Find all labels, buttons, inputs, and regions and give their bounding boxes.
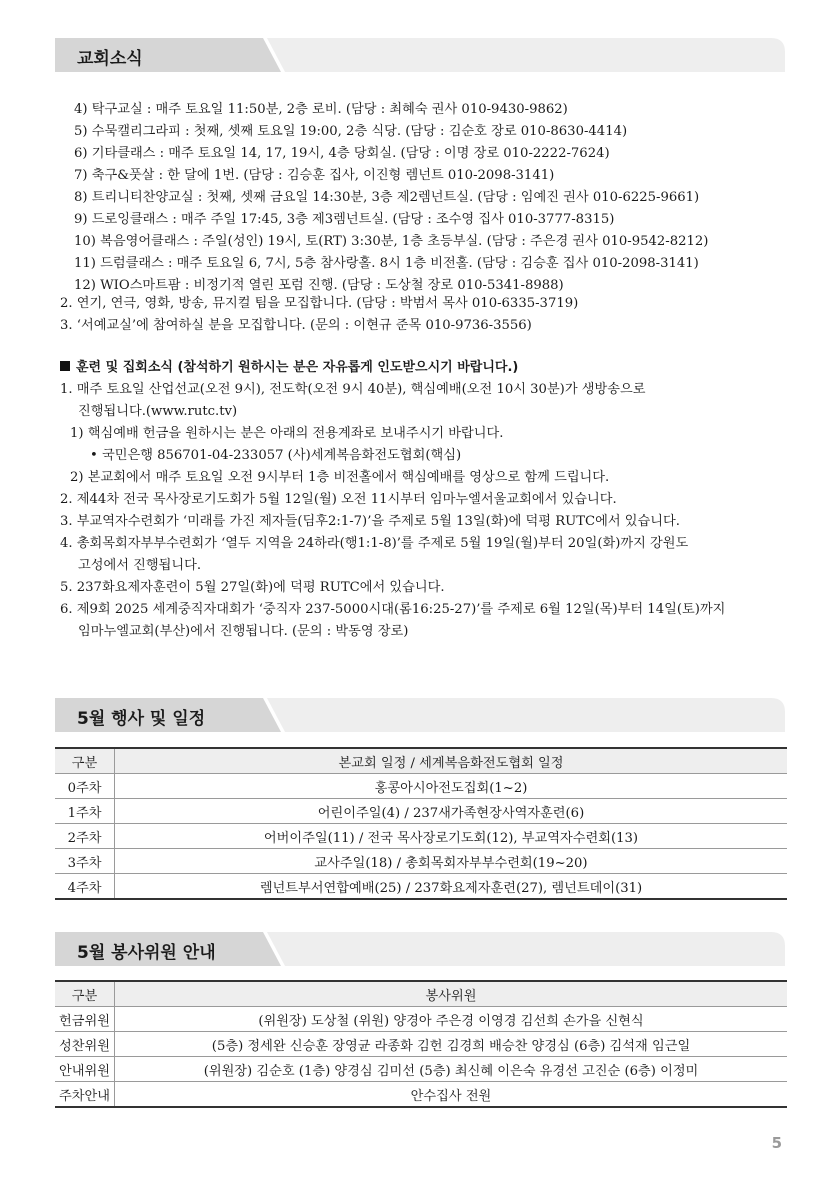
role-cell: 안내위원 bbox=[55, 1057, 115, 1082]
list-item: 5. 237화요제자훈련이 5월 27일(화)에 덕평 RUTC에서 있습니다. bbox=[60, 580, 445, 595]
table-row bbox=[55, 1057, 787, 1082]
table-row bbox=[55, 774, 787, 799]
event-cell: 홍콩아시아전도집회(1~2) bbox=[115, 774, 788, 799]
list-item: 4. 총회목회자부부수련회가 ‘열두 지역을 24하라(행1:1-8)’를 주제로 5월 19일(월)부터 20일(화)까지 강원도 bbox=[60, 536, 689, 551]
list-item: 11) 드럼클래스 : 매주 토요일 6, 7시, 5층 참사랑홀. 8시 1층 비전홀. (담당 : 김승훈 집사 010-2098-3141) bbox=[74, 256, 699, 271]
table-header-cell: 구분 bbox=[55, 748, 115, 774]
list-item: 10) 복음영어클래스 : 주일(성인) 19시, 토(RT) 3:30분, 1층 초등부실. (담당 : 주은경 권사 010-9542-8212) bbox=[74, 234, 709, 249]
square-bullet-icon bbox=[60, 361, 70, 371]
table-header-row bbox=[55, 748, 787, 774]
training-heading: 훈련 및 집회소식 (참석하기 원하시는 분은 자유롭게 인도받으시기 바랍니다.) bbox=[60, 358, 518, 378]
event-cell: 렘넌트부서연합예배(25) / 237화요제자훈련(27), 렘넌트데이(31) bbox=[115, 874, 788, 900]
list-item: 5) 수묵캘리그라피 : 첫째, 셋째 토요일 19:00, 2층 식당. (담당 : 김순호 장로 010-8630-4414) bbox=[74, 124, 628, 139]
service-table bbox=[55, 980, 787, 1108]
table-row bbox=[55, 1007, 787, 1032]
role-cell: 성찬위원 bbox=[55, 1032, 115, 1057]
list-item: 고성에서 진행됩니다. bbox=[78, 558, 202, 573]
members-cell: (위원장) 도상철 (위원) 양경아 주은경 이영경 김선희 손가을 신현식 bbox=[115, 1007, 788, 1032]
list-item: • 국민은행 856701-04-233057 (사)세계복음화전도협회(핵심) bbox=[90, 448, 462, 463]
list-item: 임마누엘교회(부산)에서 진행됩니다. (문의 : 박동영 장로) bbox=[78, 624, 409, 639]
members-cell: 안수집사 전원 bbox=[115, 1082, 788, 1108]
event-cell: 교사주일(18) / 총회목회자부부수련회(19~20) bbox=[115, 849, 788, 874]
list-item: 3. 부교역자수련회가 ‘미래를 가진 제자들(딤후2:1-7)’을 주제로 5월 13일(화)에 덕평 RUTC에서 있습니다. bbox=[60, 514, 680, 529]
week-cell: 2주차 bbox=[55, 824, 115, 849]
section-tab-shape bbox=[55, 38, 785, 72]
event-cell: 어버이주일(11) / 전국 목사장로기도회(12), 부교역자수련회(13) bbox=[115, 824, 788, 849]
section-title: 5월 봉사위원 안내 bbox=[77, 943, 216, 963]
service-header bbox=[55, 932, 785, 966]
list-item: 2. 제44차 전국 목사장로기도회가 5월 12일(월) 오전 11시부터 임마누엘서울교회에서 있습니다. bbox=[60, 492, 617, 507]
table-row bbox=[55, 1082, 787, 1108]
schedule-header bbox=[55, 698, 785, 732]
table-header-cell: 구분 bbox=[55, 981, 115, 1007]
table-header-cell: 본교회 일정 / 세계복음화전도협회 일정 bbox=[115, 748, 788, 774]
section-title: 5월 행사 및 일정 bbox=[77, 709, 206, 729]
table-row bbox=[55, 799, 787, 824]
members-cell: (5층) 정세완 신승훈 장영균 라종화 김헌 김경희 배승찬 양경심 (6층) 김석재 임근일 bbox=[115, 1032, 788, 1057]
list-item: 4) 탁구교실 : 매주 토요일 11:50분, 2층 로비. (담당 : 최혜숙 권사 010-9430-9862) bbox=[74, 102, 568, 117]
table-row bbox=[55, 874, 787, 900]
table-row bbox=[55, 1032, 787, 1057]
list-item: 진행됩니다.(www.rutc.tv) bbox=[78, 404, 238, 419]
page-number: 5 bbox=[771, 1134, 782, 1152]
table-header-cell: 봉사위원 bbox=[115, 981, 788, 1007]
schedule-table bbox=[55, 747, 787, 900]
week-cell: 0주차 bbox=[55, 774, 115, 799]
section-title: 교회소식 bbox=[77, 49, 143, 69]
members-cell: (위원장) 김순호 (1층) 양경심 김미선 (5층) 최신혜 이은숙 유경선 고진순 (6층) 이정미 bbox=[115, 1057, 788, 1082]
week-cell: 4주차 bbox=[55, 874, 115, 900]
table-row bbox=[55, 849, 787, 874]
role-cell: 주차안내 bbox=[55, 1082, 115, 1108]
list-item: 3. ‘서예교실’에 참여하실 분을 모집합니다. (문의 : 이현규 준목 010-9736-3556) bbox=[60, 318, 532, 333]
list-item: 7) 축구&풋살 : 한 달에 1번. (담당 : 김승훈 집사, 이진형 렘넌트 010-2098-3141) bbox=[74, 168, 555, 183]
list-item: 6. 제9회 2025 세계중직자대회가 ‘중직자 237-5000시대(롬16:25-27)’를 주제로 6월 12일(목)부터 14일(토)까지 bbox=[60, 602, 726, 617]
list-item: 2. 연기, 연극, 영화, 방송, 뮤지컬 팀을 모집합니다. (담당 : 박범서 목사 010-6335-3719) bbox=[60, 296, 579, 311]
event-cell: 어린이주일(4) / 237새가족현장사역자훈련(6) bbox=[115, 799, 788, 824]
list-item: 1. 매주 토요일 산업선교(오전 9시), 전도학(오전 9시 40분), 핵심예배(오전 10시 30분)가 생방송으로 bbox=[60, 382, 646, 397]
list-item: 2) 본교회에서 매주 토요일 오전 9시부터 1층 비전홀에서 핵심예배를 영상으로 함께 드립니다. bbox=[70, 470, 610, 485]
week-cell: 3주차 bbox=[55, 849, 115, 874]
table-row bbox=[55, 824, 787, 849]
week-cell: 1주차 bbox=[55, 799, 115, 824]
role-cell: 헌금위원 bbox=[55, 1007, 115, 1032]
list-item: 1) 핵심예배 헌금을 원하시는 분은 아래의 전용계좌로 보내주시기 바랍니다. bbox=[70, 426, 504, 441]
church-news-header bbox=[55, 38, 785, 72]
table-header-row bbox=[55, 981, 787, 1007]
list-item: 8) 트리니티찬양교실 : 첫째, 셋째 금요일 14:30분, 3층 제2렘넌트실. (담당 : 임예진 권사 010-6225-9661) bbox=[74, 190, 700, 205]
list-item: 6) 기타클래스 : 매주 토요일 14, 17, 19시, 4층 당회실. (담당 : 이명 장로 010-2222-7624) bbox=[74, 146, 610, 161]
list-item: 9) 드로잉클래스 : 매주 주일 17:45, 3층 제3렘넌트실. (담당 : 조수영 집사 010-3777-8315) bbox=[74, 212, 615, 227]
list-item: 12) WIO스마트팜 : 비정기적 열린 포럼 진행. (담당 : 도상철 장로 010-5341-8988) bbox=[74, 278, 564, 293]
